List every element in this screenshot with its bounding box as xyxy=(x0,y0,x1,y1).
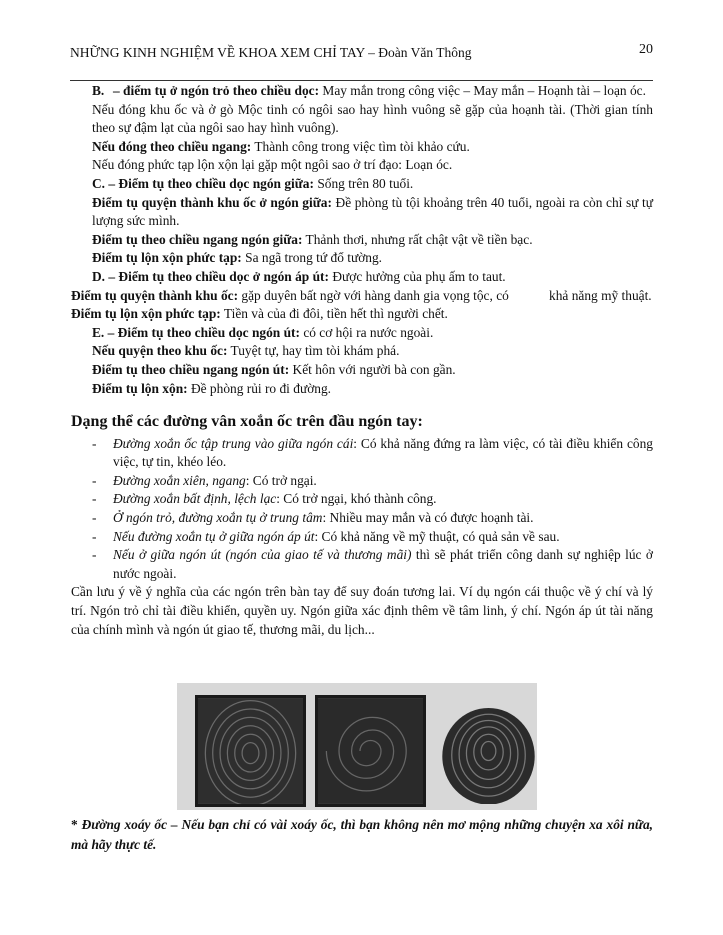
paragraph: Điểm tụ quyện thành khu ốc ở ngón giữa: Đề phòng tù tội khoảng trên 40 tuổi, ngoài ra còn chỉ sự tự lượng sức mình. xyxy=(92,194,653,229)
bullet-list xyxy=(71,435,653,584)
fingerprint-image xyxy=(195,695,306,807)
fingerprint-1 xyxy=(198,698,303,804)
paragraph-b: B. – điểm tụ ở ngón trỏ theo chiều dọc: May mắn trong công việc – May mắn – Hoạnh tài – loạn óc. xyxy=(71,82,653,101)
fingerprint-image xyxy=(315,695,426,807)
paragraph: Nếu quyện theo khu ốc: Tuyệt tự, hay tìm tòi khám phá. xyxy=(92,343,400,359)
page-content xyxy=(71,82,653,639)
page-header xyxy=(70,40,653,81)
paragraph: Điểm tụ theo chiều ngang ngón giữa: Thảnh thơi, nhưng rất chật vật về tiền bạc. xyxy=(92,231,533,247)
paragraph: Nếu đóng phức tạp lộn xộn lại gặp một ngôi sao ở trí đạo: Loạn óc. xyxy=(92,157,453,173)
list-item: - Nếu đường xoắn tụ ở giữa ngón áp út: Có khả năng về mỹ thuật, có quả sản về sau. xyxy=(92,528,560,544)
paragraph: Điểm tụ quyện thành khu ốc: gặp duyên bất ngờ với hàng danh gia vọng tộc, có khả năng mỹ thuật. xyxy=(71,287,652,303)
paragraph: Nếu đóng khu ốc và ở gò Mộc tinh có ngôi sao hay hình vuông sẽ gặp của hoạnh tài. (Thời gian tính theo sự đậm lạt của ngôi sao hay hình vuông). xyxy=(92,101,653,136)
header-title: NHỮNG KINH NGHIỆM VỀ KHOA XEM CHỈ TAY – Đoàn Văn Thông xyxy=(70,45,472,60)
paragraph: Điểm tụ lộn xộn: Đề phòng rủi ro đi đường. xyxy=(92,380,332,396)
page-number: 20 xyxy=(639,42,653,57)
label-b: B. xyxy=(92,83,105,98)
fingerprint-3 xyxy=(436,698,537,804)
paragraph-d: D. – Điểm tụ theo chiều dọc ở ngón áp út: Được hưởng của phụ ấm to taut. xyxy=(92,268,506,284)
list-item: - Ở ngón trỏ, đường xoắn tụ ở trung tâm: Nhiều may mắn và có được hoạnh tài. xyxy=(92,510,534,526)
paragraph-e: E. – Điểm tụ theo chiều dọc ngón út: có cơ hội ra nước ngoài. xyxy=(92,324,434,340)
fingerprint-photo xyxy=(177,683,537,810)
paragraph: Điểm tụ theo chiều ngang ngón út: Kết hôn với người bà con gần. xyxy=(92,361,456,377)
figure-caption: * Đường xoáy ốc – Nếu bạn chỉ có vài xoáy ốc, thì bạn không nên mơ mộng những chuyện xa xôi nữa, mà hãy thực tế. xyxy=(71,817,653,852)
fingerprint-2 xyxy=(318,698,423,804)
closing-paragraph: Cần lưu ý về ý nghĩa của các ngón trên bàn tay để suy đoán tương lai. Ví dụ ngón cái thuộc về ý chí và lý trí. Ngón trỏ chỉ tài điều khiển, quyền uy. Ngón giữa xác định thêm về tâm linh, ý chí. Ngón áp út tài năng của chính mình và ngón út giao tế, thương mãi, du lịch... xyxy=(71,584,653,637)
paragraph: Điểm tụ lộn xộn phức tạp: Tiền và của đi đôi, tiền hết thì người chết. xyxy=(71,306,448,322)
list-item: - Đường xoắn bất định, lệch lạc: Có trở ngại, khó thành công. xyxy=(92,491,437,507)
list-item: - Nếu ở giữa ngón út (ngón của giao tế và thương mãi) thì sẽ phát triển công danh sự nghiệp lúc ở nước ngoài. xyxy=(92,547,653,581)
paragraph: Điểm tụ lộn xộn phức tạp: Sa ngã trong tứ đổ tường. xyxy=(92,250,383,266)
paragraph: Nếu đóng theo chiều ngang: Thành công trong việc tìm tòi khảo cứu. xyxy=(92,138,470,154)
paragraph-c: C. – Điểm tụ theo chiều dọc ngón giữa: Sống trên 80 tuổi. xyxy=(92,175,414,191)
list-item: - Đường xoắn xiên, ngang: Có trở ngại. xyxy=(92,472,317,488)
list-item: - Đường xoắn ốc tập trung vào giữa ngón cái: Có khả năng đứng ra làm việc, có tài điều khiển công việc, tự tin, khéo léo. xyxy=(92,435,653,470)
section-heading: Dạng thể các đường vân xoắn ốc trên đầu ngón tay: xyxy=(71,413,423,431)
fingerprint-image xyxy=(433,695,537,807)
